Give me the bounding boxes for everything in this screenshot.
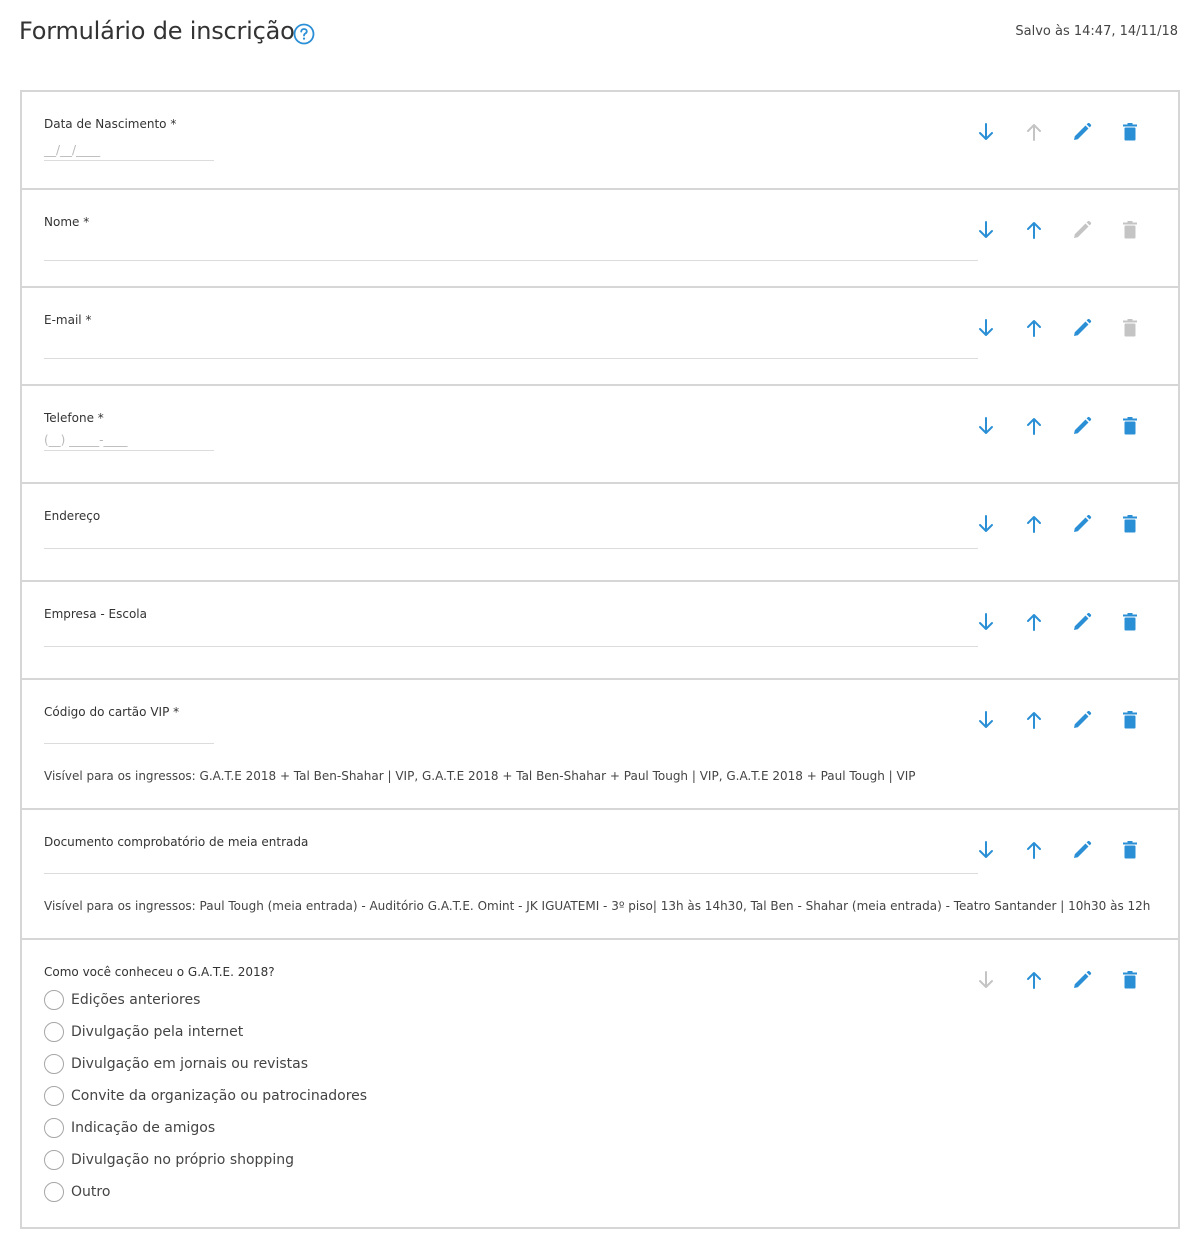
field-actions — [974, 512, 1164, 536]
field-label: Como você conheceu o G.A.T.E. 2018? — [44, 965, 275, 979]
edit-button — [1070, 218, 1094, 242]
field-actions — [974, 316, 1164, 340]
pencil-icon — [1070, 838, 1094, 862]
field-label: Código do cartão VIP * — [44, 705, 180, 719]
radio-label: Divulgação pela internet — [71, 1024, 244, 1040]
vip-code-input[interactable] — [44, 722, 214, 744]
visibility-note: Visível para os ingressos: Paul Tough (meia entrada) - Auditório G.A.T.E. Omint - JK IGUATEMI - 3º piso| 13h às 14h30, Tal Ben - Shahar (meia entrada) - Teatro Santander | 10h30 às 12h — [44, 899, 1151, 913]
visibility-note: Visível para os ingressos: G.A.T.E 2018 + Tal Ben-Shahar | VIP, G.A.T.E 2018 + Tal Ben-Shahar + Paul Tough | VIP, G.A.T.E 2018 + Paul Tough | VIP — [44, 769, 916, 783]
field-actions — [974, 414, 1164, 438]
move-up-button — [1022, 120, 1046, 144]
trash-icon — [1118, 838, 1142, 862]
pencil-icon — [1070, 414, 1094, 438]
pencil-icon — [1070, 708, 1094, 732]
pencil-icon — [1070, 316, 1094, 340]
radio-label: Outro — [71, 1184, 111, 1200]
arrow-up-icon — [1022, 968, 1046, 992]
field-label: Empresa - Escola — [44, 607, 147, 621]
help-icon[interactable] — [293, 23, 315, 45]
radio-option[interactable] — [44, 1048, 367, 1080]
field-label: Data de Nascimento * — [44, 117, 177, 131]
move-down-button — [974, 968, 998, 992]
trash-icon — [1118, 120, 1142, 144]
radio-option[interactable] — [44, 1080, 367, 1112]
edit-button[interactable] — [1070, 708, 1094, 732]
trash-icon — [1118, 218, 1142, 242]
delete-button[interactable] — [1118, 414, 1142, 438]
radio-circle-icon[interactable] — [44, 1022, 64, 1042]
pencil-icon — [1070, 968, 1094, 992]
delete-button[interactable] — [1118, 968, 1142, 992]
radio-option[interactable] — [44, 1016, 367, 1048]
delete-button[interactable] — [1118, 512, 1142, 536]
delete-button[interactable] — [1118, 120, 1142, 144]
arrow-down-icon — [974, 708, 998, 732]
arrow-down-icon — [974, 968, 998, 992]
radio-label: Indicação de amigos — [71, 1120, 216, 1136]
radio-circle-icon[interactable] — [44, 990, 64, 1010]
radio-circle-icon[interactable] — [44, 1150, 64, 1170]
field-address — [22, 484, 1178, 582]
radio-circle-icon[interactable] — [44, 1118, 64, 1138]
move-up-button[interactable] — [1022, 708, 1046, 732]
move-down-button[interactable] — [974, 838, 998, 862]
field-actions — [974, 610, 1164, 634]
arrow-up-icon — [1022, 120, 1046, 144]
arrow-down-icon — [974, 218, 998, 242]
arrow-up-icon — [1022, 316, 1046, 340]
header — [0, 0, 1192, 70]
move-down-button[interactable] — [974, 120, 998, 144]
field-company — [22, 582, 1178, 680]
trash-icon — [1118, 512, 1142, 536]
trash-icon — [1118, 708, 1142, 732]
radio-label: Convite da organização ou patrocinadores — [71, 1088, 368, 1104]
arrow-up-icon — [1022, 610, 1046, 634]
field-label: E-mail * — [44, 313, 92, 327]
delete-button[interactable] — [1118, 708, 1142, 732]
email-input[interactable] — [44, 337, 978, 359]
edit-button[interactable] — [1070, 414, 1094, 438]
arrow-up-icon — [1022, 512, 1046, 536]
saved-status: Salvo às 14:47, 14/11/18 — [1015, 24, 1178, 39]
field-label: Documento comprobatório de meia entrada — [44, 835, 309, 849]
half-price-document-input[interactable] — [44, 852, 978, 874]
arrow-down-icon — [974, 316, 998, 340]
trash-icon — [1118, 316, 1142, 340]
field-name — [22, 190, 1178, 288]
field-actions — [974, 968, 1164, 992]
arrow-down-icon — [974, 512, 998, 536]
radio-label: Divulgação em jornais ou revistas — [71, 1056, 309, 1072]
field-how-did-you-hear — [22, 940, 1178, 1227]
radio-label: Divulgação no próprio shopping — [71, 1152, 294, 1168]
move-down-button[interactable] — [974, 610, 998, 634]
edit-button[interactable] — [1070, 512, 1094, 536]
arrow-down-icon — [974, 414, 998, 438]
move-up-button[interactable] — [1022, 838, 1046, 862]
move-up-button[interactable] — [1022, 414, 1046, 438]
birthdate-input[interactable]: __/__/____ — [44, 139, 214, 161]
arrow-up-icon — [1022, 218, 1046, 242]
radio-option[interactable] — [44, 1144, 367, 1176]
arrow-up-icon — [1022, 414, 1046, 438]
company-input[interactable] — [44, 625, 978, 647]
radio-option[interactable] — [44, 1112, 367, 1144]
form-fields-list — [20, 90, 1180, 1229]
field-label: Endereço — [44, 509, 101, 523]
move-up-button[interactable] — [1022, 610, 1046, 634]
address-input[interactable] — [44, 527, 978, 549]
field-actions — [974, 708, 1164, 732]
trash-icon — [1118, 414, 1142, 438]
move-up-button[interactable] — [1022, 316, 1046, 340]
edit-button[interactable] — [1070, 316, 1094, 340]
field-label: Telefone * — [44, 411, 104, 425]
delete-button[interactable] — [1118, 838, 1142, 862]
trash-icon — [1118, 610, 1142, 634]
move-up-button[interactable] — [1022, 968, 1046, 992]
field-actions — [974, 120, 1164, 144]
pencil-icon — [1070, 512, 1094, 536]
field-phone — [22, 386, 1178, 484]
arrow-down-icon — [974, 838, 998, 862]
field-label: Nome * — [44, 215, 90, 229]
move-down-button[interactable] — [974, 414, 998, 438]
field-birthdate — [22, 92, 1178, 190]
field-actions — [974, 218, 1164, 242]
radio-option[interactable] — [44, 1176, 367, 1208]
delete-button[interactable] — [1118, 610, 1142, 634]
radio-circle-icon[interactable] — [44, 1182, 64, 1202]
trash-icon — [1118, 968, 1142, 992]
phone-input[interactable]: (__) _____-____ — [44, 429, 214, 451]
field-email — [22, 288, 1178, 386]
field-vip-code — [22, 680, 1178, 810]
pencil-icon — [1070, 218, 1094, 242]
edit-button[interactable] — [1070, 610, 1094, 634]
arrow-up-icon — [1022, 708, 1046, 732]
move-down-button[interactable] — [974, 512, 998, 536]
arrow-down-icon — [974, 120, 998, 144]
delete-button — [1118, 316, 1142, 340]
delete-button — [1118, 218, 1142, 242]
edit-button[interactable] — [1070, 120, 1094, 144]
move-down-button[interactable] — [974, 218, 998, 242]
radio-circle-icon[interactable] — [44, 1086, 64, 1106]
radio-circle-icon[interactable] — [44, 1054, 64, 1074]
field-half-price-document — [22, 810, 1178, 940]
field-actions — [974, 838, 1164, 862]
move-down-button[interactable] — [974, 316, 998, 340]
pencil-icon — [1070, 610, 1094, 634]
radio-option[interactable] — [44, 984, 367, 1016]
move-up-button[interactable] — [1022, 218, 1046, 242]
pencil-icon — [1070, 120, 1094, 144]
edit-button[interactable] — [1070, 968, 1094, 992]
move-up-button[interactable] — [1022, 512, 1046, 536]
name-input[interactable] — [44, 239, 978, 261]
page-title: Formulário de inscrição — [19, 17, 295, 45]
edit-button[interactable] — [1070, 838, 1094, 862]
radio-label: Edições anteriores — [71, 992, 201, 1008]
arrow-down-icon — [974, 610, 998, 634]
arrow-up-icon — [1022, 838, 1046, 862]
how-did-you-hear-radio-group — [44, 984, 367, 1208]
move-down-button[interactable] — [974, 708, 998, 732]
